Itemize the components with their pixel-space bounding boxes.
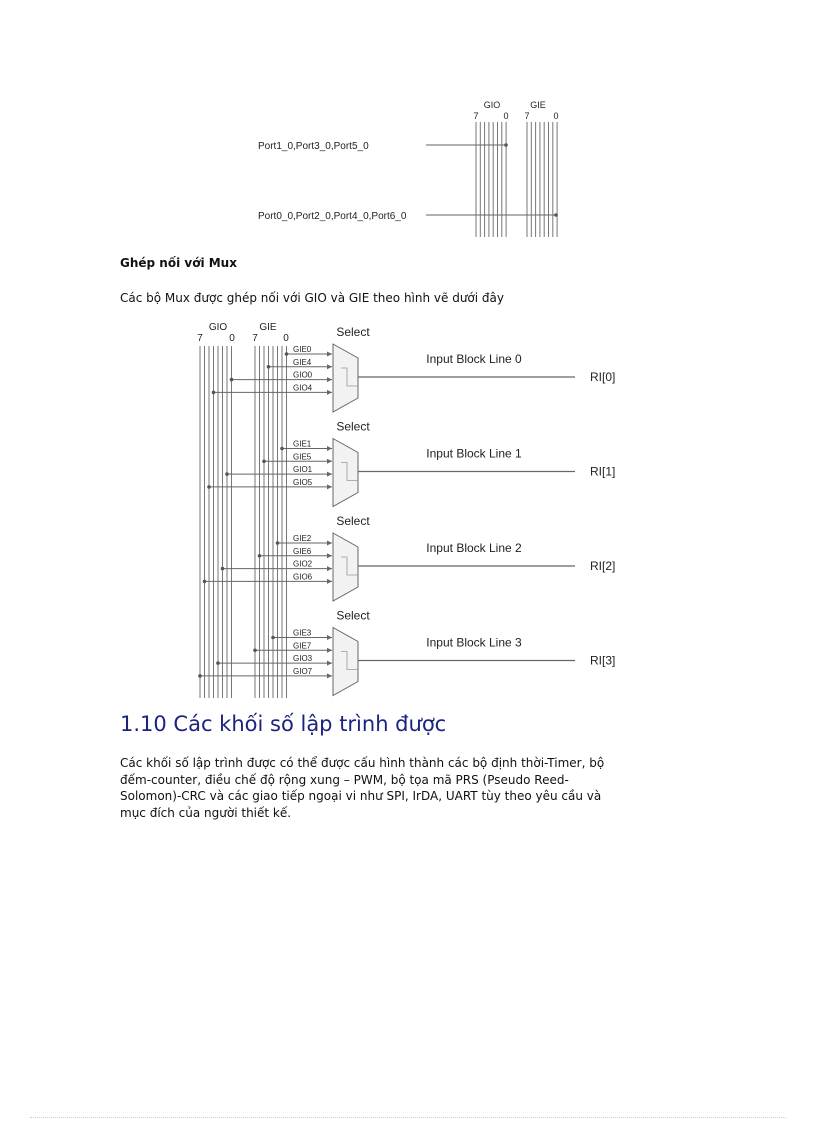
arrowhead: [327, 364, 332, 369]
arrowhead: [327, 446, 332, 451]
port-bus-diagram: [250, 95, 570, 245]
arrowhead: [327, 661, 332, 666]
paragraph-digital-blocks: [120, 755, 685, 821]
junction-dot: [285, 352, 289, 356]
subheading: Ghép nối với Mux: [120, 256, 237, 270]
input-label: GIE2: [293, 534, 312, 543]
input-label: GIE1: [293, 439, 312, 449]
gie-bus-label: GIE: [259, 322, 277, 333]
select-label: Select: [336, 419, 370, 434]
junction-dot: [276, 541, 280, 545]
mux-shape: [333, 439, 358, 507]
gio-bit-high: 7: [473, 111, 479, 121]
junction-dot: [271, 636, 275, 640]
mux-blocks: [198, 325, 615, 696]
select-label: Select: [336, 325, 370, 339]
junction-dot: [203, 580, 207, 584]
arrowhead: [327, 377, 332, 382]
junction-dot: [216, 661, 220, 665]
arrowhead: [327, 648, 332, 653]
paragraph-line: mục đích của người thiết kế.: [120, 805, 292, 820]
input-label: GIO4: [293, 383, 313, 393]
arrowhead: [327, 390, 332, 395]
select-label: Select: [336, 608, 370, 623]
input-label: GIO5: [293, 477, 313, 487]
output-label: RI[2]: [590, 559, 616, 573]
input-label: GIE5: [293, 452, 312, 462]
gio-bus-label: GIO: [483, 100, 501, 110]
gie-bus-label: GIE: [530, 100, 546, 110]
arrowhead: [327, 566, 332, 571]
junction-dot: [253, 649, 257, 653]
gie-bit-low: 0: [283, 333, 289, 344]
junction-dot: [504, 143, 508, 147]
arrowhead: [327, 673, 332, 678]
input-block-line-label: Input Block Line 1: [426, 446, 522, 461]
arrowhead: [327, 541, 332, 546]
output-label: RI[0]: [590, 370, 616, 384]
gio-bit-high: 7: [197, 333, 203, 344]
mux-shape: [333, 533, 358, 601]
arrowhead: [327, 553, 332, 558]
gie-bit-low: 0: [553, 111, 559, 121]
mux-diagram: [190, 318, 640, 703]
section-title: 1.10 Các khối số lập trình được: [120, 712, 447, 736]
junction-dot: [267, 365, 271, 369]
mux-shape: [333, 628, 358, 696]
input-label: GIO3: [293, 654, 313, 664]
gio-bit-low: 0: [229, 333, 235, 344]
input-label: GIO7: [293, 666, 313, 676]
gio-bus-label: GIO: [208, 322, 228, 333]
arrowhead: [327, 635, 332, 640]
input-label: GIO6: [293, 572, 313, 582]
junction-dot: [221, 567, 225, 571]
output-label: RI[1]: [590, 464, 616, 479]
bus-lines: [200, 346, 287, 698]
paragraph-line: Các khối số lập trình được có thể được cấu hình thành các bộ định thời-Timer, bộ: [120, 756, 605, 770]
junction-dot: [258, 554, 262, 558]
paragraph-line: Solomon)-CRC và các giao tiếp ngoại vi như SPI, IrDA, UART tùy theo yêu cầu và: [120, 789, 602, 803]
page-footer-divider: [30, 1117, 786, 1118]
input-block-line-label: Input Block Line 2: [426, 541, 522, 555]
gie-bit-high: 7: [524, 111, 530, 121]
input-label: GIE7: [293, 641, 312, 651]
junction-dot: [262, 460, 266, 464]
select-label: Select: [336, 514, 370, 528]
input-label: GIE3: [293, 628, 312, 638]
input-label: GIE6: [293, 546, 312, 556]
arrowhead: [327, 472, 332, 477]
junction-dot: [280, 447, 284, 451]
junction-dot: [198, 674, 202, 678]
input-label: GIE0: [293, 345, 312, 354]
gie-bit-high: 7: [252, 333, 258, 344]
arrowhead: [327, 579, 332, 584]
junction-dot: [225, 472, 229, 476]
input-block-line-label: Input Block Line 0: [426, 352, 522, 366]
paragraph-line: đếm-counter, điều chế độ rộng xung – PWM, bộ tọa mã PRS (Pseudo Reed-: [120, 772, 569, 787]
input-label: GIO2: [293, 559, 313, 569]
paragraph-intro: Các bộ Mux được ghép nối với GIO và GIE theo hình vẽ dưới đây: [120, 291, 504, 305]
input-block-line-label: Input Block Line 3: [426, 635, 522, 650]
mux-shape: [333, 344, 358, 412]
output-label: RI[3]: [590, 653, 616, 668]
port-row-label: Port0_0,Port2_0,Port4_0,Port6_0: [258, 211, 407, 222]
input-label: GIO1: [293, 465, 313, 475]
arrowhead: [327, 484, 332, 489]
junction-dot: [212, 391, 216, 395]
junction-dot: [554, 213, 558, 217]
bus-lines: [476, 122, 557, 237]
input-label: GIE4: [293, 357, 312, 367]
junction-dot: [230, 378, 234, 382]
arrowhead: [327, 459, 332, 464]
junction-dot: [207, 485, 211, 489]
input-label: GIO0: [293, 370, 313, 380]
port-row-label: Port1_0,Port3_0,Port5_0: [258, 141, 369, 152]
gio-bit-low: 0: [503, 111, 509, 121]
arrowhead: [327, 352, 332, 357]
